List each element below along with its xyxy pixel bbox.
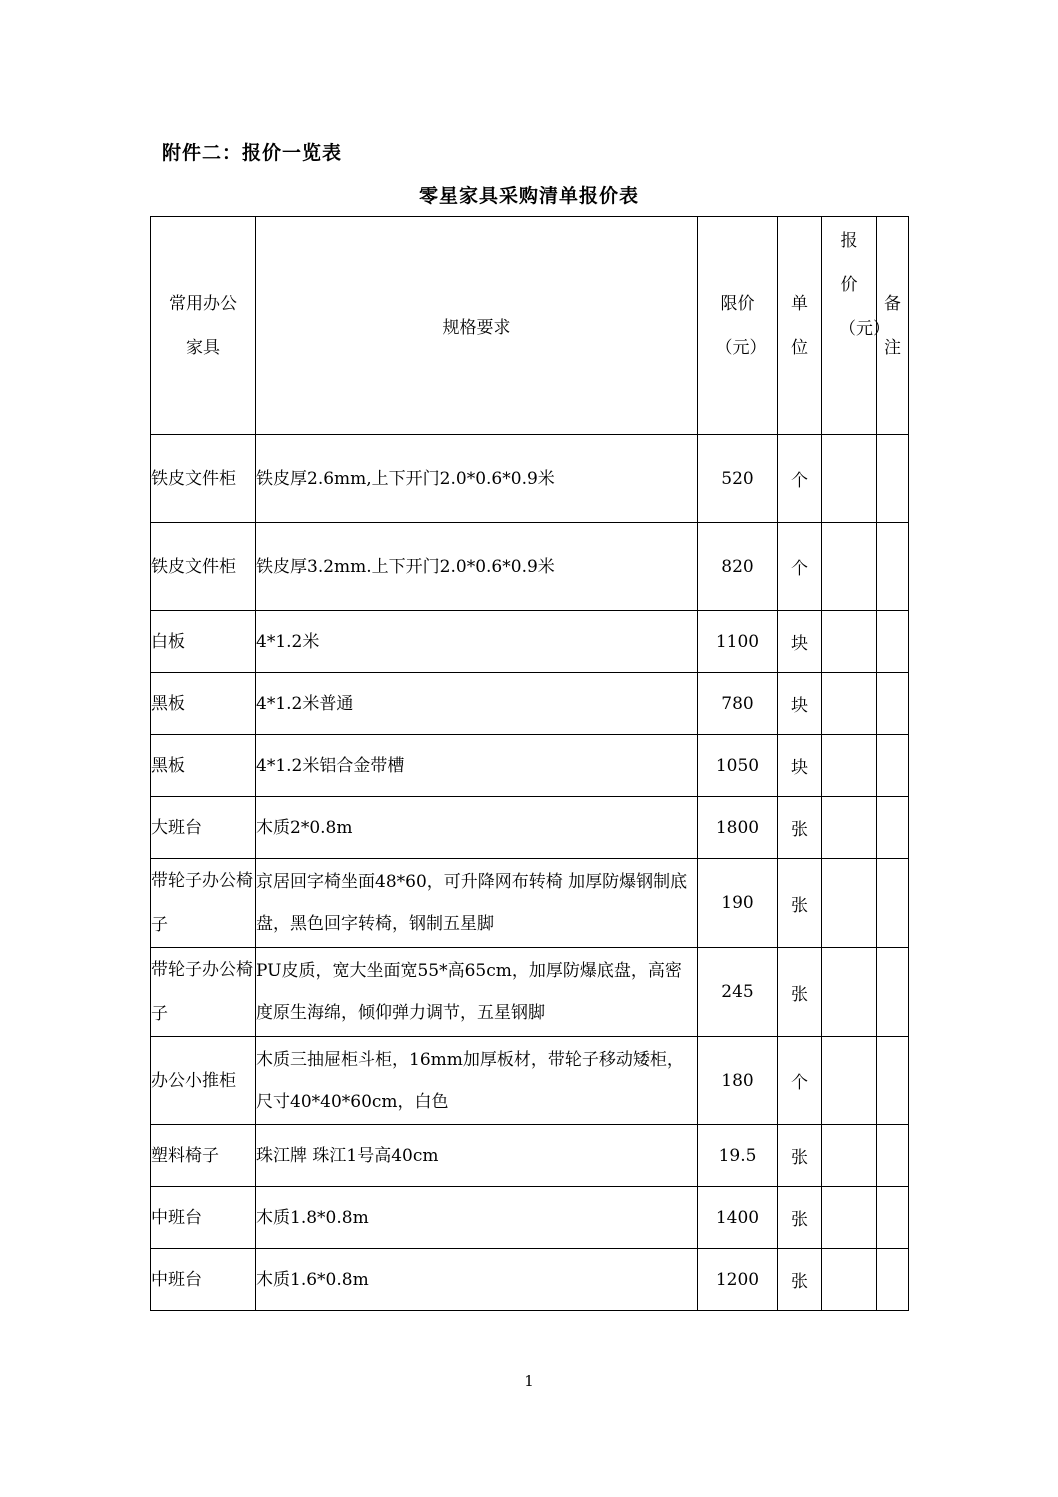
item-name-cell: 带轮子办公椅子 bbox=[151, 948, 256, 1037]
item-remark-cell bbox=[877, 1249, 909, 1311]
table-row bbox=[151, 1187, 909, 1249]
item-quote-cell bbox=[822, 611, 877, 673]
item-spec-cell: 铁皮厚3.2mm.上下开门2.0*0.6*0.9米 bbox=[256, 523, 698, 611]
item-unit-cell: 张 bbox=[778, 1125, 822, 1187]
header-row bbox=[151, 217, 909, 435]
header-unit bbox=[778, 217, 822, 435]
item-name-cell: 铁皮文件柜 bbox=[151, 435, 256, 523]
item-remark-cell bbox=[877, 523, 909, 611]
table-title: 零星家具采购清单报价表 bbox=[418, 185, 639, 207]
item-remark-cell bbox=[877, 1037, 909, 1125]
item-spec-cell: 木质2*0.8m bbox=[256, 797, 698, 859]
header-quote-label: 报价（元） bbox=[839, 231, 890, 339]
item-price-cell: 180 bbox=[698, 1037, 778, 1125]
item-quote-cell bbox=[822, 435, 877, 523]
item-quote-cell bbox=[822, 1037, 877, 1125]
table-row bbox=[151, 1037, 909, 1125]
item-unit-cell: 张 bbox=[778, 859, 822, 948]
item-name-cell: 办公小推柜 bbox=[151, 1037, 256, 1125]
table-row bbox=[151, 859, 909, 948]
header-remark-label: 备注 bbox=[884, 293, 901, 358]
header-name bbox=[151, 217, 256, 435]
header-name-label: 常用办公家具 bbox=[169, 293, 237, 358]
item-spec-cell: 4*1.2米普通 bbox=[256, 673, 698, 735]
item-spec-cell: 铁皮厚2.6mm,上下开门2.0*0.6*0.9米 bbox=[256, 435, 698, 523]
item-unit-cell: 张 bbox=[778, 1187, 822, 1249]
table-row bbox=[151, 435, 909, 523]
item-unit-cell: 块 bbox=[778, 611, 822, 673]
item-quote-cell bbox=[822, 735, 877, 797]
item-name-cell: 塑料椅子 bbox=[151, 1125, 256, 1187]
item-unit-cell: 张 bbox=[778, 1249, 822, 1311]
item-name-cell: 带轮子办公椅子 bbox=[151, 859, 256, 948]
item-quote-cell bbox=[822, 1125, 877, 1187]
header-unit-label: 单位 bbox=[791, 293, 808, 358]
item-remark-cell bbox=[877, 611, 909, 673]
item-spec-cell: 珠江牌 珠江1号高40cm bbox=[256, 1125, 698, 1187]
item-quote-cell bbox=[822, 859, 877, 948]
item-quote-cell bbox=[822, 673, 877, 735]
item-unit-cell: 张 bbox=[778, 948, 822, 1037]
page-number: 1 bbox=[524, 1372, 534, 1390]
item-unit-cell: 个 bbox=[778, 523, 822, 611]
attachment-heading: 附件二：报价一览表 bbox=[162, 142, 343, 164]
item-quote-cell bbox=[822, 1187, 877, 1249]
item-spec-cell: 京居回字椅坐面48*60，可升降网布转椅 加厚防爆钢制底盘，黑色回字转椅，钢制五星脚 bbox=[256, 859, 698, 948]
header-quote bbox=[822, 217, 890, 435]
item-quote-cell bbox=[822, 797, 877, 859]
quotation-table bbox=[150, 216, 909, 1311]
table-row bbox=[151, 1249, 909, 1311]
table-row bbox=[151, 673, 909, 735]
item-spec-cell: 4*1.2米铝合金带槽 bbox=[256, 735, 698, 797]
item-unit-cell: 个 bbox=[778, 1037, 822, 1125]
item-price-cell: 1050 bbox=[698, 735, 778, 797]
item-spec-cell: 木质1.6*0.8m bbox=[256, 1249, 698, 1311]
item-unit-cell: 个 bbox=[778, 435, 822, 523]
table-row bbox=[151, 948, 909, 1037]
item-name-cell: 黑板 bbox=[151, 673, 256, 735]
item-spec-cell: 木质1.8*0.8m bbox=[256, 1187, 698, 1249]
item-name-cell: 铁皮文件柜 bbox=[151, 523, 256, 611]
table-row bbox=[151, 523, 909, 611]
item-price-cell: 1100 bbox=[698, 611, 778, 673]
item-remark-cell bbox=[877, 735, 909, 797]
item-remark-cell bbox=[877, 435, 909, 523]
item-unit-cell: 块 bbox=[778, 735, 822, 797]
item-price-cell: 245 bbox=[698, 948, 778, 1037]
item-price-cell: 190 bbox=[698, 859, 778, 948]
item-price-cell: 780 bbox=[698, 673, 778, 735]
item-quote-cell bbox=[822, 948, 877, 1037]
item-remark-cell bbox=[877, 948, 909, 1037]
item-price-cell: 520 bbox=[698, 435, 778, 523]
item-spec-cell: PU皮质，宽大坐面宽55*高65cm，加厚防爆底盘，高密度原生海绵，倾仰弹力调节，五星钢脚 bbox=[256, 948, 698, 1037]
table-row bbox=[151, 611, 909, 673]
item-name-cell: 中班台 bbox=[151, 1187, 256, 1249]
header-spec-label: 规格要求 bbox=[442, 318, 511, 338]
item-quote-cell bbox=[822, 523, 877, 611]
item-name-cell: 黑板 bbox=[151, 735, 256, 797]
item-name-cell: 中班台 bbox=[151, 1249, 256, 1311]
table-row bbox=[151, 797, 909, 859]
item-remark-cell bbox=[877, 1125, 909, 1187]
item-quote-cell bbox=[822, 1249, 877, 1311]
item-spec-cell: 木质三抽屉柜斗柜，16mm加厚板材，带轮子移动矮柜，尺寸40*40*60cm，白色 bbox=[256, 1037, 698, 1125]
item-spec-cell: 4*1.2米 bbox=[256, 611, 698, 673]
item-name-cell: 大班台 bbox=[151, 797, 256, 859]
item-unit-cell: 块 bbox=[778, 673, 822, 735]
table-row bbox=[151, 1125, 909, 1187]
item-remark-cell bbox=[877, 859, 909, 948]
item-price-cell: 1200 bbox=[698, 1249, 778, 1311]
item-unit-cell: 张 bbox=[778, 797, 822, 859]
header-price-label: 限价（元） bbox=[715, 293, 767, 358]
table-row bbox=[151, 735, 909, 797]
item-price-cell: 19.5 bbox=[698, 1125, 778, 1187]
item-remark-cell bbox=[877, 797, 909, 859]
item-price-cell: 1400 bbox=[698, 1187, 778, 1249]
item-price-cell: 820 bbox=[698, 523, 778, 611]
item-price-cell: 1800 bbox=[698, 797, 778, 859]
item-name-cell: 白板 bbox=[151, 611, 256, 673]
header-spec bbox=[256, 217, 698, 435]
item-remark-cell bbox=[877, 673, 909, 735]
item-remark-cell bbox=[877, 1187, 909, 1249]
header-price bbox=[698, 217, 778, 435]
